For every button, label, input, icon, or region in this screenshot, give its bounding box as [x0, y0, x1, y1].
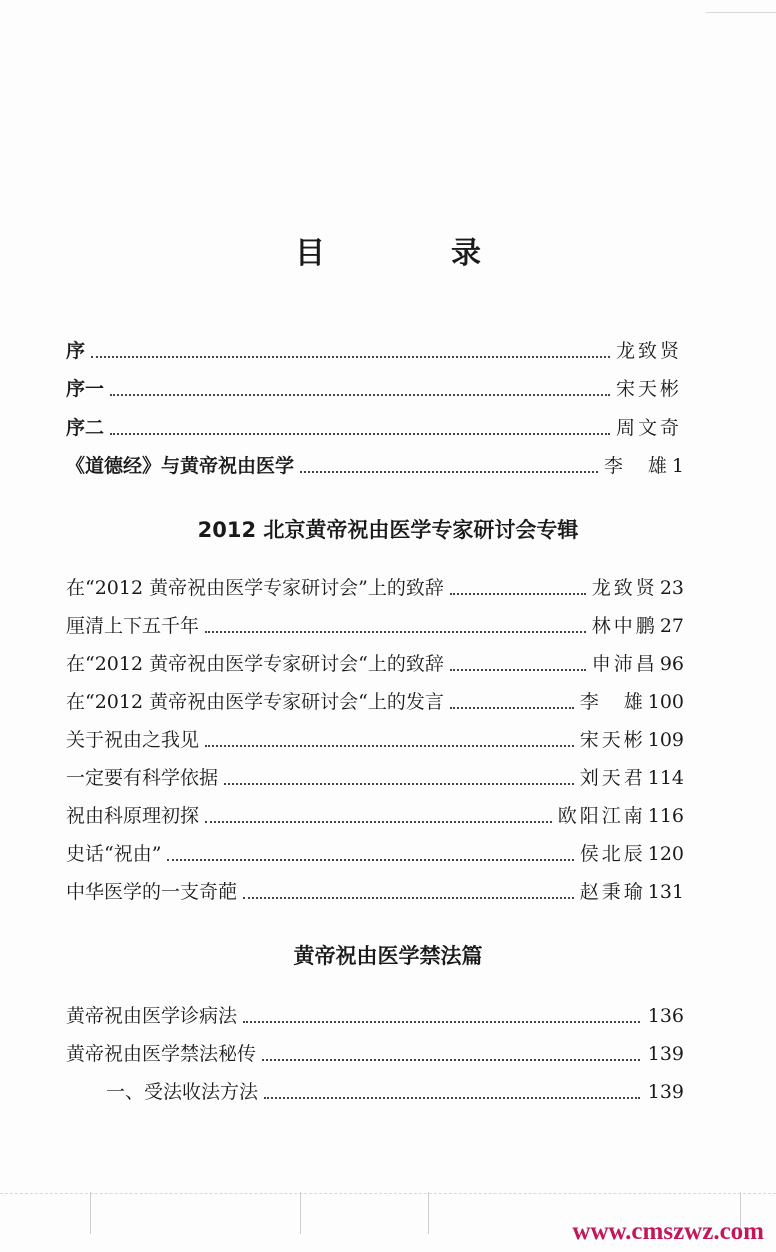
dot-leader: [110, 394, 610, 396]
entry-page: 1: [671, 455, 684, 477]
dot-leader: [205, 745, 574, 747]
dot-leader: [450, 669, 586, 671]
dot-leader: [91, 356, 610, 358]
toc-entry: [66, 650, 684, 678]
entry-author: 刘天君: [579, 767, 646, 789]
entry-page: 116: [647, 805, 684, 827]
entry-page: 114: [647, 767, 684, 789]
dot-leader: [300, 471, 598, 473]
toc-entry: [66, 688, 684, 716]
dot-leader: [264, 1097, 640, 1099]
toc-entry: [66, 375, 684, 403]
entry-title: 史话“祝由”: [66, 843, 162, 865]
entry-page: 131: [647, 881, 684, 903]
entry-author: 申沛昌: [591, 653, 658, 675]
entry-author: 李 雄: [579, 691, 646, 713]
entry-page: 100: [647, 691, 684, 713]
entry-page: 136: [647, 1005, 684, 1027]
watermark: www.cmszwz.com: [572, 1218, 764, 1245]
entry-title: 在“2012 黄帝祝由医学专家研讨会“上的发言: [66, 691, 444, 713]
toc-entry: [66, 802, 684, 830]
page-title: 目 录: [295, 236, 529, 271]
toc-subentry: [106, 1078, 684, 1106]
toc-entry: [66, 574, 684, 602]
dot-leader: [262, 1059, 640, 1061]
toc-entry: [66, 452, 684, 480]
toc-entry: [66, 726, 684, 754]
entry-author: 周文奇: [615, 417, 682, 439]
entry-author: 侯北辰: [579, 843, 646, 865]
entry-title: 《道德经》与黄帝祝由医学: [66, 455, 295, 477]
entry-title: 序: [66, 340, 86, 362]
scan-line: [300, 1192, 301, 1234]
dot-leader: [224, 783, 574, 785]
scan-line: [90, 1192, 91, 1234]
dot-leader: [110, 433, 610, 435]
entry-page: 120: [647, 843, 684, 865]
dot-leader: [243, 897, 574, 899]
entry-page: 23: [659, 577, 684, 599]
entry-title: 序二: [66, 417, 105, 439]
entry-page: 139: [647, 1081, 684, 1103]
toc-entry: [66, 612, 684, 640]
dot-leader: [243, 1021, 640, 1023]
entry-title: 中华医学的一支奇葩: [66, 881, 238, 903]
entry-author: 李 雄: [603, 455, 670, 477]
toc-entry: [66, 337, 684, 365]
entry-page: 139: [647, 1043, 684, 1065]
entry-author: 龙致贤: [615, 340, 682, 362]
section-heading: 黄帝祝由医学禁法篇: [293, 944, 483, 968]
section-heading: 2012 北京黄帝祝由医学专家研讨会专辑: [197, 518, 579, 542]
entry-title: 关于祝由之我见: [66, 729, 200, 751]
toc-entry: [66, 840, 684, 868]
entry-title: 黄帝祝由医学诊病法: [66, 1005, 238, 1027]
entry-author: 赵秉瑜: [579, 881, 646, 903]
toc-entry: [66, 878, 684, 906]
entry-author: 宋天彬: [579, 729, 646, 751]
toc-entry: [66, 414, 684, 442]
entry-author: 龙致贤: [591, 577, 658, 599]
entry-title: 祝由科原理初探: [66, 805, 200, 827]
entry-author: 欧阳江南: [557, 805, 646, 827]
scan-line: [428, 1192, 429, 1234]
entry-author: 宋天彬: [615, 378, 682, 400]
toc-entry: [66, 1002, 684, 1030]
entry-title: 一、受法收法方法: [106, 1081, 259, 1103]
dot-leader: [450, 593, 586, 595]
entry-page: 96: [659, 653, 684, 675]
dot-leader: [167, 859, 573, 861]
dot-leader: [205, 821, 552, 823]
entry-page: 109: [647, 729, 684, 751]
entry-title: 厘清上下五千年: [66, 615, 200, 637]
entry-title: 在“2012 黄帝祝由医学专家研讨会”上的致辞: [66, 577, 444, 599]
top-rule: [706, 12, 776, 13]
entry-title: 在“2012 黄帝祝由医学专家研讨会“上的致辞: [66, 653, 444, 675]
entry-page: 27: [659, 615, 684, 637]
toc-entry: [66, 1040, 684, 1068]
toc-entry: [66, 764, 684, 792]
entry-title: 黄帝祝由医学禁法秘传: [66, 1043, 257, 1065]
dot-leader: [205, 631, 586, 633]
entry-title: 一定要有科学依据: [66, 767, 219, 789]
entry-title: 序一: [66, 378, 105, 400]
dot-leader: [450, 707, 574, 709]
entry-author: 林中鹏: [591, 615, 658, 637]
